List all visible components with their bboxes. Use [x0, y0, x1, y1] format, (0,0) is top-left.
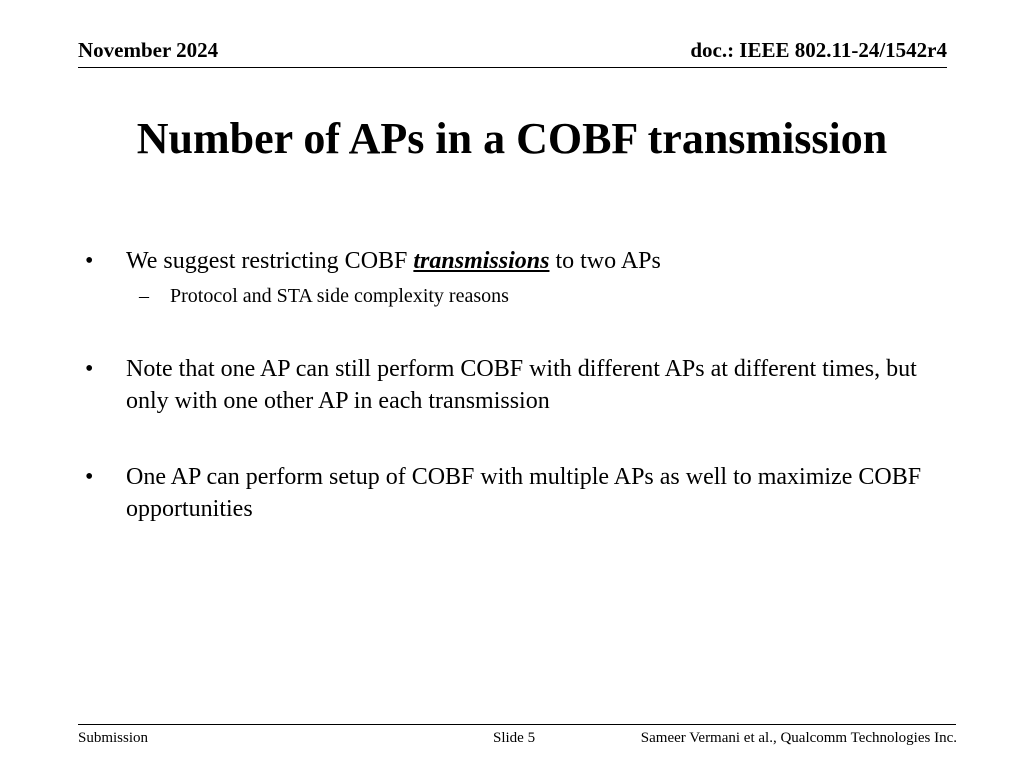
sub-bullet-item: [85, 283, 945, 309]
bullet-text: One AP can perform setup of COBF with multiple APs as well to maximize COBF opportunities: [126, 464, 922, 522]
bullet-text-post: to two APs: [549, 248, 661, 274]
bullet-marker: •: [85, 356, 94, 382]
header-divider: [78, 67, 947, 68]
sub-bullet-text: Protocol and STA side complexity reasons: [170, 285, 509, 307]
bullet-item: [85, 353, 945, 417]
footer-author: Sameer Vermani et al., Qualcomm Technologies Inc.: [640, 730, 957, 746]
footer-slide-number: Slide 5: [493, 730, 536, 746]
header-doc-id: doc.: IEEE 802.11-24/1542r4: [690, 38, 947, 62]
sub-bullet-marker: –: [139, 285, 149, 307]
footer-divider: [78, 724, 956, 725]
bullet-marker: •: [85, 248, 94, 274]
bullet-marker: •: [85, 464, 94, 490]
bullet-list: [85, 245, 945, 525]
bullet-item: [85, 461, 945, 525]
slide-title: Number of APs in a COBF transmission: [136, 114, 888, 163]
header-date: November 2024: [78, 38, 219, 62]
bullet-emphasis: transmissions: [413, 248, 550, 274]
bullet-item: [85, 245, 945, 277]
footer-submission: Submission: [78, 730, 149, 746]
bullet-text: Note that one AP can still perform COBF with different APs at different times, but only with one other AP in each transmission: [126, 356, 917, 414]
bullet-text-pre: We suggest restricting COBF: [126, 248, 414, 274]
